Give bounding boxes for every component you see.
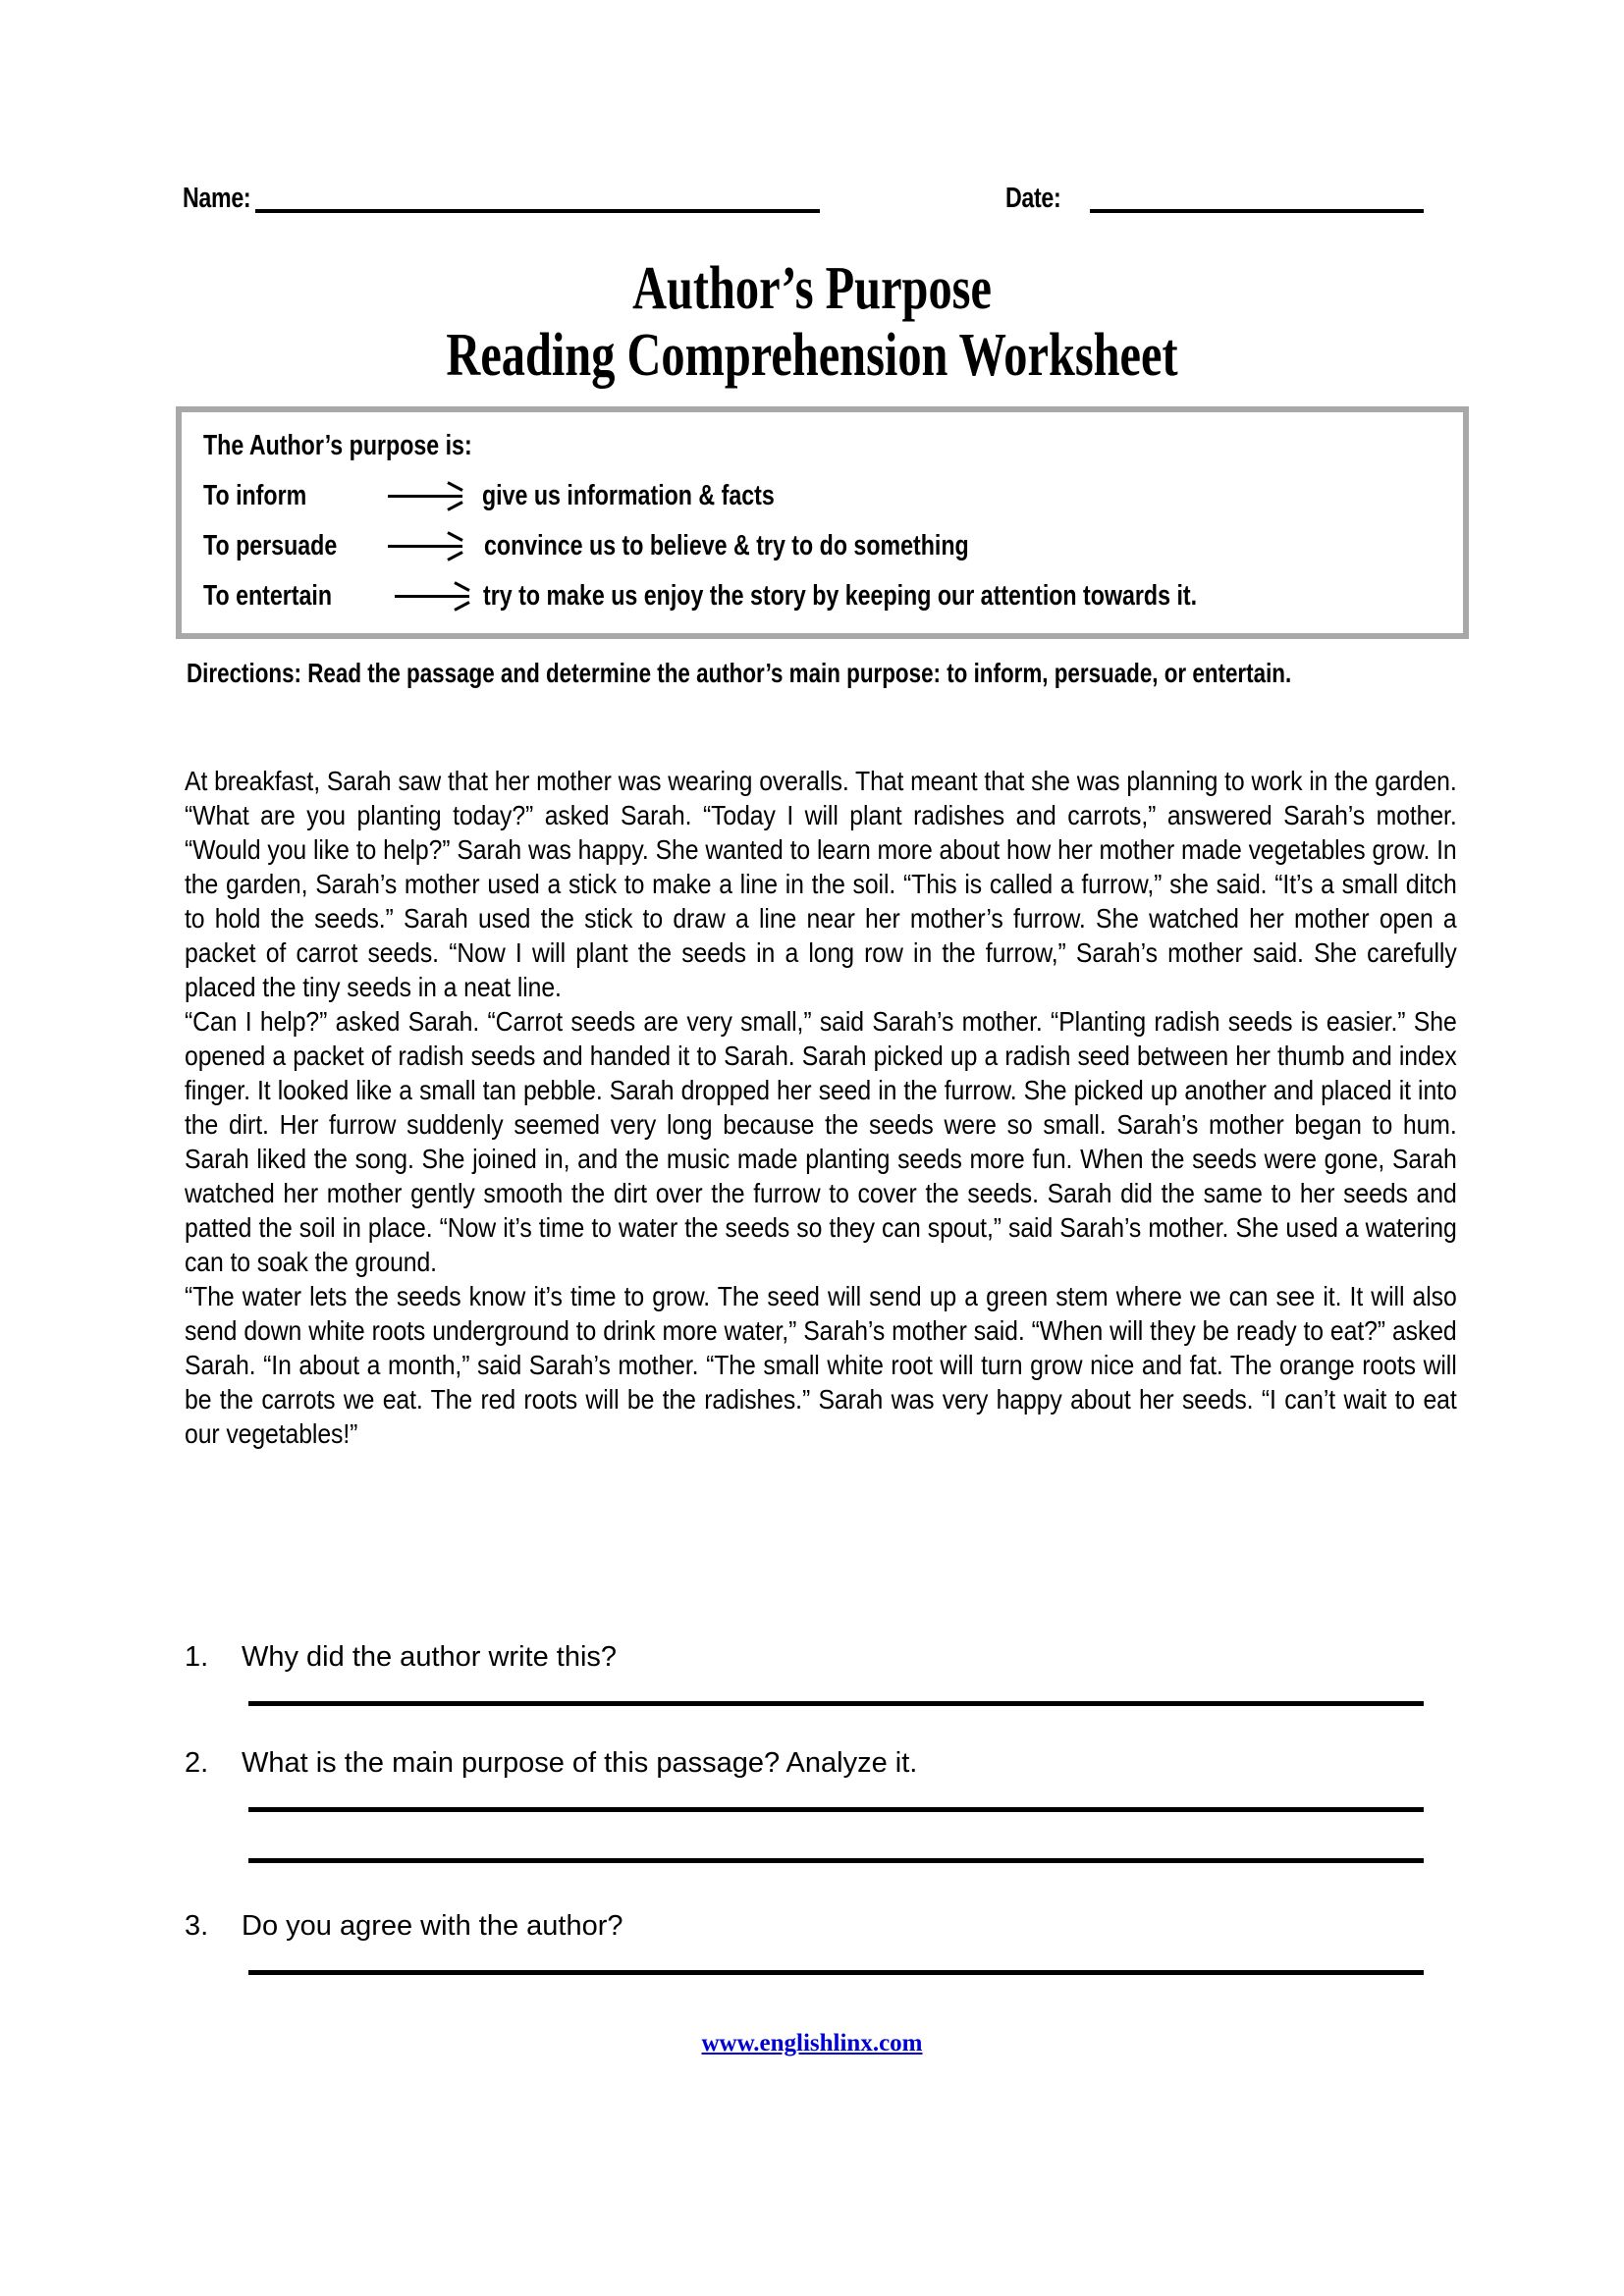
answer-line[interactable] [248, 1970, 1424, 1975]
passage-paragraph: “The water lets the seeds know it’s time to grow. The seed will send up a green stem where we can see it. It will also send down white roots underground to drink more water,” Sarah’s mother said. “When will they be ready to eat?” asked Sarah. “In about a month,” said Sarah’s mother. “The small white root will turn grow nice and fat. The orange roots will be the carrots we eat. The red roots will be the radishes.” Sarah was very happy about her seeds. “I can’t wait to eat our vegetables!” [185, 1281, 1457, 1449]
title-main: Author’s Purpose [632, 255, 992, 322]
question-text: Do you agree with the author? [242, 1910, 623, 1942]
page-title [0, 257, 1624, 388]
purpose-definition-persuade: convince us to believe & try to do something [484, 529, 969, 561]
purpose-definition-entertain: try to make us enjoy the story by keeping our attention towards it. [483, 579, 1198, 612]
question-item [185, 1910, 1451, 1975]
name-write-line[interactable] [255, 209, 820, 213]
purpose-row-entertain [203, 579, 1463, 613]
purpose-box-heading-wrap [203, 430, 1463, 462]
question-item [185, 1641, 1451, 1706]
questions-list [185, 1641, 1451, 1975]
question-item [185, 1747, 1451, 1863]
question-text: What is the main purpose of this passage? Analyze it. [242, 1747, 918, 1779]
author-purpose-box [176, 406, 1469, 639]
header-fields [183, 183, 1439, 238]
purpose-row-inform [203, 479, 1463, 512]
purpose-term-persuade: To persuade [203, 529, 338, 561]
arrow-right-icon [388, 537, 462, 555]
date-field-group [1005, 183, 1447, 215]
name-label: Name: [183, 183, 251, 214]
question-number: 1. [185, 1641, 209, 1673]
directions-text: Directions: Read the passage and determine the author’s main purpose: to inform, persuade, or entertain. [187, 658, 1292, 688]
question-text: Why did the author write this? [242, 1641, 618, 1673]
footer [0, 2030, 1624, 2057]
date-label: Date: [1005, 183, 1061, 214]
answer-line[interactable] [248, 1807, 1424, 1812]
passage-paragraph: At breakfast, Sarah saw that her mother was wearing overalls. That meant that she was planning to work in the garden. “What are you planting today?” asked Sarah. “Today I will plant radishes and carrots,” answered Sarah’s mother. “Would you like to help?” Sarah was happy. She wanted to learn more about how her mother made vegetables grow. In the garden, Sarah’s mother used a stick to make a line in the soil. “This is called a furrow,” she said. “It’s a small ditch to hold the seeds.” Sarah used the stick to draw a line near her mother’s furrow. She watched her mother open a packet of carrot seeds. “Now I will plant the seeds in a long row in the furrow,” Sarah’s mother said. She carefully placed the tiny seeds in a neat line. [185, 766, 1457, 1002]
passage-paragraph: “Can I help?” asked Sarah. “Carrot seeds are very small,” said Sarah’s mother. “Planting radish seeds is easier.” She opened a packet of radish seeds and handed it to Sarah. Sarah picked up a radish seed between her thumb and index finger. It looked like a small tan pebble. Sarah dropped her seed in the furrow. She picked up another and placed it into the dirt. Her furrow suddenly seemed very long because the seeds were so small. Sarah’s mother began to hum. Sarah liked the song. She joined in, and the music made planting seeds more fun. When the seeds were gone, Sarah watched her mother gently smooth the dirt over the furrow to cover the seeds. Sarah did the same to her seeds and patted the soil in place. “Now it’s time to water the seeds so they can spout,” said Sarah’s mother. She used a watering can to soak the ground. [185, 1006, 1457, 1277]
answer-line[interactable] [248, 1701, 1424, 1706]
purpose-row-persuade [203, 529, 1463, 562]
reading-passage [185, 764, 1457, 1451]
englishlinx-link[interactable]: www.englishlinx.com [701, 2030, 923, 2056]
question-number: 3. [185, 1910, 209, 1942]
question-text-row [185, 1910, 1451, 1943]
purpose-definition-inform: give us information & facts [482, 479, 775, 511]
purpose-box-heading: The Author’s purpose is: [203, 430, 472, 461]
directions [187, 656, 1453, 691]
arrow-right-icon [388, 487, 462, 505]
title-sub: Reading Comprehension Worksheet [446, 321, 1178, 389]
purpose-term-entertain: To entertain [203, 579, 333, 612]
question-number: 2. [185, 1747, 209, 1779]
answer-line[interactable] [248, 1858, 1424, 1863]
arrow-right-icon [395, 587, 469, 605]
question-text-row [185, 1747, 1451, 1780]
name-field-group [183, 183, 850, 215]
purpose-term-inform: To inform [203, 479, 307, 511]
question-text-row [185, 1641, 1451, 1674]
date-write-line[interactable] [1090, 209, 1424, 213]
